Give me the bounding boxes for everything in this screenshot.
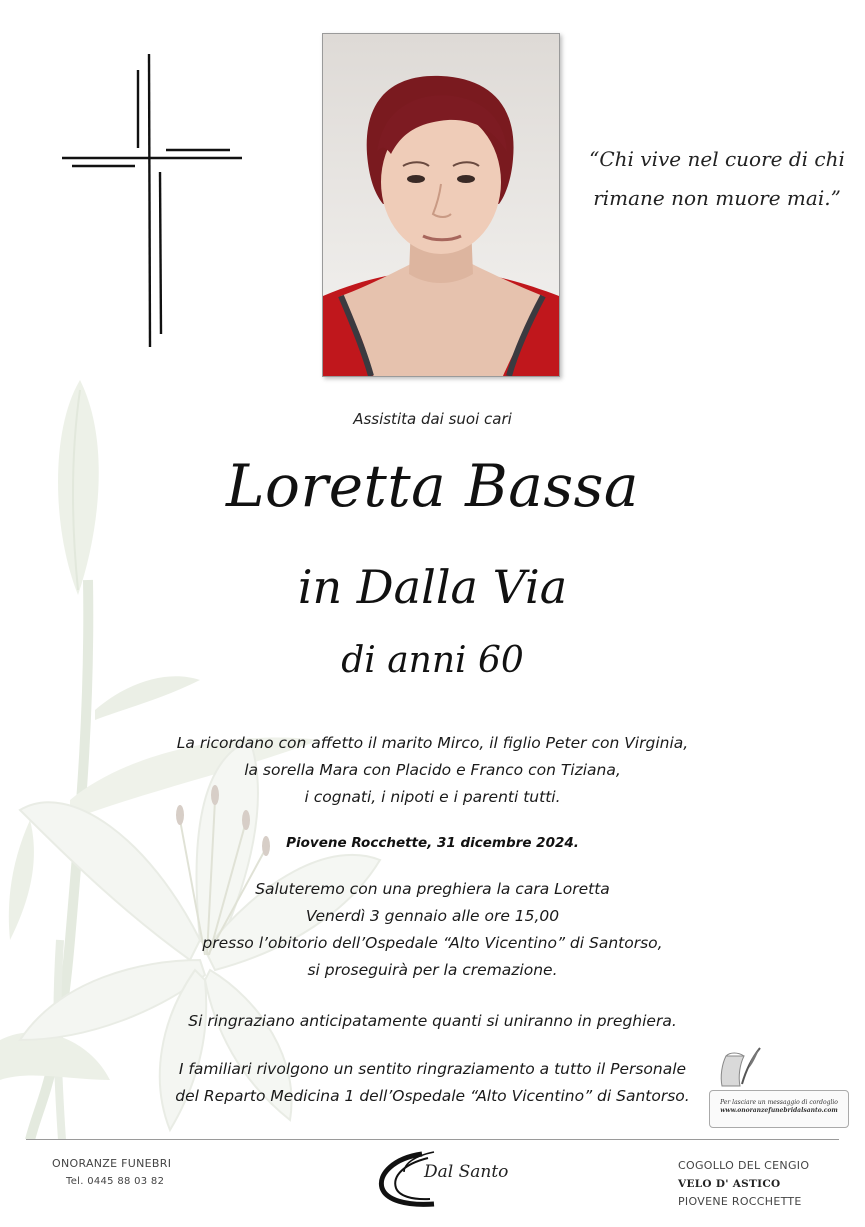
- footer-phone: Tel. 0445 88 03 82: [66, 1176, 165, 1187]
- footer-location-1: COGOLLO DEL CENGIO: [678, 1159, 810, 1172]
- deceased-age: di anni 60: [341, 640, 524, 681]
- footer-right: [678, 1157, 809, 1211]
- ceremony-line: Saluteremo con una preghiera la cara Loretta: [255, 880, 610, 898]
- footer-location-3: PIOVENE ROCCHETTE: [678, 1195, 802, 1208]
- assisted-line: Assistita dai suoi cari: [353, 410, 512, 428]
- condolence-link[interactable]: [709, 1090, 849, 1128]
- condolence-line-1: Per lasciare un messaggio di cordoglio: [720, 1099, 838, 1106]
- ceremony-line: si proseguirà per la cremazione.: [307, 961, 558, 979]
- mourners-line: La ricordano con affetto il marito Mirco, il figlio Peter con Virginia,: [176, 734, 689, 752]
- portrait-image: [323, 34, 559, 376]
- quote-line-1: “Chi vive nel cuore di chi: [589, 147, 845, 171]
- quote-line-2: rimane non muore mai.”: [593, 186, 841, 210]
- mourners-line: i cognati, i nipoti e i parenti tutti.: [304, 788, 561, 806]
- quill-scroll-icon: [716, 1046, 766, 1096]
- mourners-line: la sorella Mara con Placido e Franco con Tiziana,: [244, 761, 621, 779]
- ceremony-line: Venerdì 3 gennaio alle ore 15,00: [305, 907, 560, 925]
- thanks-line: Si ringraziano anticipatamente quanti si uniranno in preghiera.: [188, 1012, 677, 1030]
- deceased-name: Loretta Bassa: [226, 452, 639, 520]
- ceremony-block: [0, 876, 865, 984]
- footer-company-title: ONORANZE FUNEBRI: [52, 1157, 172, 1170]
- married-name: in Dalla Via: [297, 560, 568, 614]
- cross-icon: [60, 52, 250, 352]
- condolence-line-2: www.onoranzefunebridalsanto.com: [720, 1107, 838, 1114]
- mourners-block: [0, 730, 865, 811]
- deceased-photo: [322, 33, 560, 377]
- logo-text: Dal Santo: [424, 1162, 509, 1182]
- quote: [588, 140, 846, 218]
- footer-divider: [26, 1139, 839, 1140]
- footer-left: [52, 1157, 171, 1187]
- family-thanks-line: I familiari rivolgono un sentito ringraziamento a tutto il Personale: [178, 1060, 687, 1078]
- footer-location-2: VELO D' ASTICO: [678, 1178, 781, 1190]
- place-date: Piovene Rocchette, 31 dicembre 2024.: [286, 835, 579, 851]
- family-thanks-line: del Reparto Medicina 1 dell’Ospedale “Alto Vicentino” di Santorso.: [175, 1087, 690, 1105]
- ceremony-line: presso l’obitorio dell’Ospedale “Alto Vicentino” di Santorso,: [202, 934, 663, 952]
